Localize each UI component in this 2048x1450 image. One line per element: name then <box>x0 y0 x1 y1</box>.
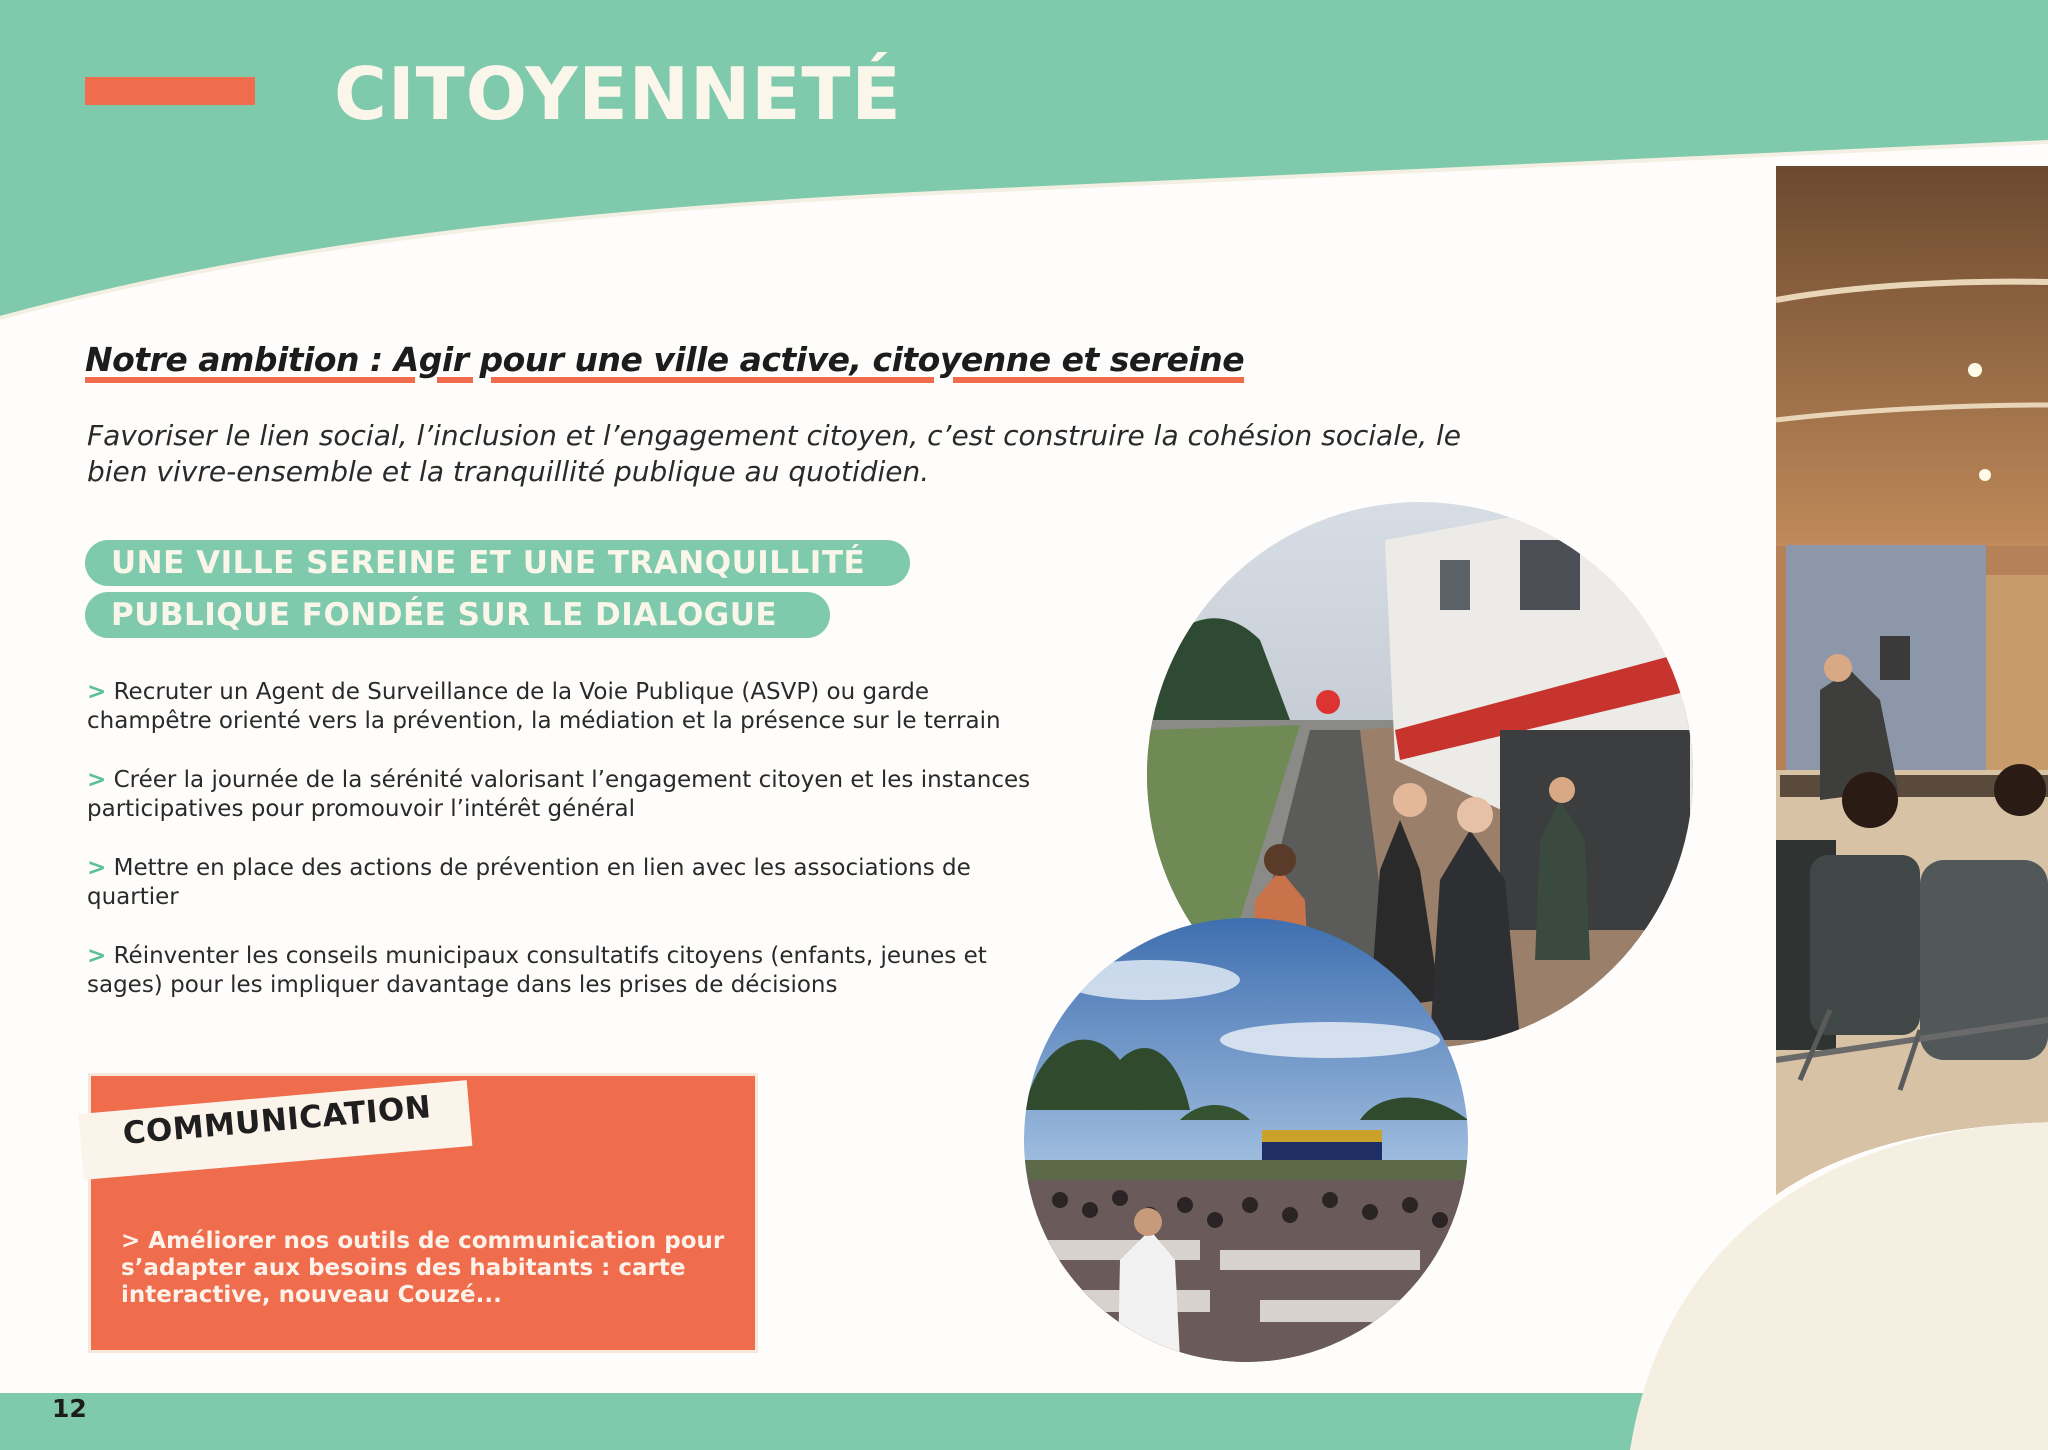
page-title: CITOYENNETÉ <box>334 52 902 136</box>
section-heading-line-1: UNE VILLE SEREINE ET UNE TRANQUILLITÉ <box>85 540 910 586</box>
bullet-marker: > <box>87 943 107 969</box>
list-item-text: Créer la journée de la sérénité valorisant l’engagement citoyen et les instances participatives pour promouvoir l’intérêt général <box>87 767 1031 822</box>
bullet-marker: > <box>87 855 107 881</box>
list-item <box>87 678 1037 736</box>
section-heading-line-2: PUBLIQUE FONDÉE SUR LE DIALOGUE <box>85 592 830 638</box>
council-room-photo <box>1776 166 2048 1200</box>
communication-title: COMMUNICATION <box>121 1089 433 1152</box>
list-item <box>87 942 1037 1000</box>
list-item-text: Recruter un Agent de Surveillance de la Voie Publique (ASVP) ou garde champêtre orienté vers la prévention, la médiation et la présence sur le terrain <box>87 679 1001 734</box>
bullet-marker: > <box>87 767 107 793</box>
event-photo <box>1024 918 1468 1370</box>
list-item <box>87 766 1037 824</box>
communication-box <box>88 1073 758 1353</box>
intro-text: Favoriser le lien social, l’inclusion et l’engagement citoyen, c’est construire la cohésion sociale, le bien vivre-ensemble et la tranquillité publique au quotidien. <box>87 419 1462 488</box>
list-item-text: Mettre en place des actions de prévention en lien avec les associations de quartier <box>87 855 971 910</box>
action-list <box>87 678 1037 1030</box>
bullet-marker: > <box>87 679 107 705</box>
ambition-heading: Notre ambition : Agir pour une ville active, citoyenne et sereine <box>85 340 1245 379</box>
list-item-text: Réinventer les conseils municipaux consultatifs citoyens (enfants, jeunes et sages) pour les impliquer davantage dans les prises de décisions <box>87 943 987 998</box>
communication-text: > Améliorer nos outils de communication pour s’adapter aux besoins des habitants : carte interactive, nouveau Couzé... <box>121 1228 725 1308</box>
list-item <box>87 854 1037 912</box>
page-number: 12 <box>52 1394 87 1423</box>
